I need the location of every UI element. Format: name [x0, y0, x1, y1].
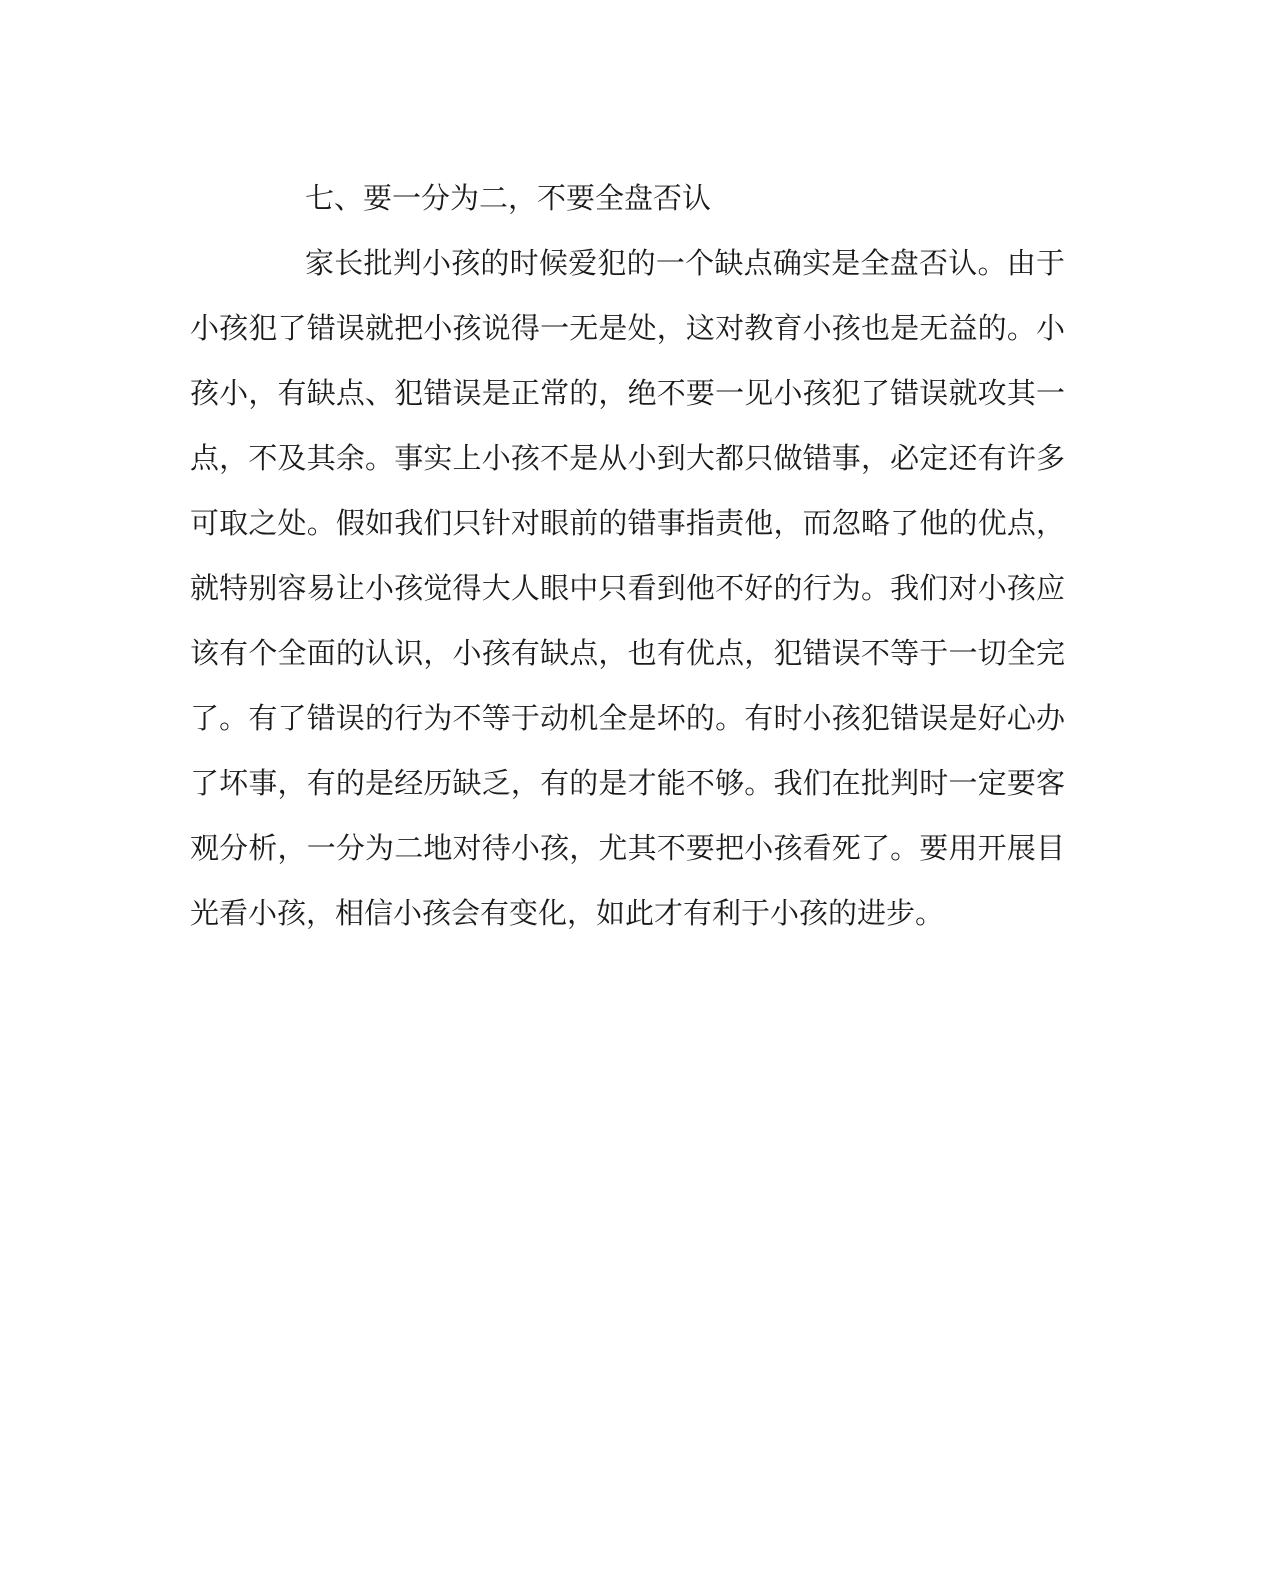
section-heading: 七、要一分为二，不要全盘否认: [305, 181, 712, 215]
paragraph-line-5: 可取之处。假如我们只针对眼前的错事指责他，而忽略了他的优点，: [190, 506, 1065, 540]
paragraph-line-1: 家长批判小孩的时候爱犯的一个缺点确实是全盘否认。由于: [305, 246, 1065, 280]
paragraph-line-11: 光看小孩，相信小孩会有变化，如此才有利于小孩的进步。: [190, 896, 945, 930]
paragraph-line-3: 孩小，有缺点、犯错误是正常的，绝不要一见小孩犯了错误就攻其一: [190, 376, 1065, 410]
paragraph-line-8: 了。有了错误的行为不等于动机全是坏的。有时小孩犯错误是好心办: [190, 701, 1065, 735]
paragraph-line-4: 点，不及其余。事实上小孩不是从小到大都只做错事，必定还有许多: [190, 441, 1065, 475]
paragraph-line-7: 该有个全面的认识，小孩有缺点，也有优点，犯错误不等于一切全完: [190, 636, 1065, 670]
paragraph-line-9: 了坏事，有的是经历缺乏，有的是才能不够。我们在批判时一定要客: [190, 766, 1065, 800]
document-body: [190, 166, 1065, 946]
paragraph-line-6: 就特别容易让小孩觉得大人眼中只看到他不好的行为。我们对小孩应: [190, 571, 1065, 605]
paragraph-line-10: 观分析，一分为二地对待小孩，尤其不要把小孩看死了。要用开展目: [190, 831, 1065, 865]
paragraph-line-2: 小孩犯了错误就把小孩说得一无是处，这对教育小孩也是无益的。小: [190, 311, 1065, 345]
